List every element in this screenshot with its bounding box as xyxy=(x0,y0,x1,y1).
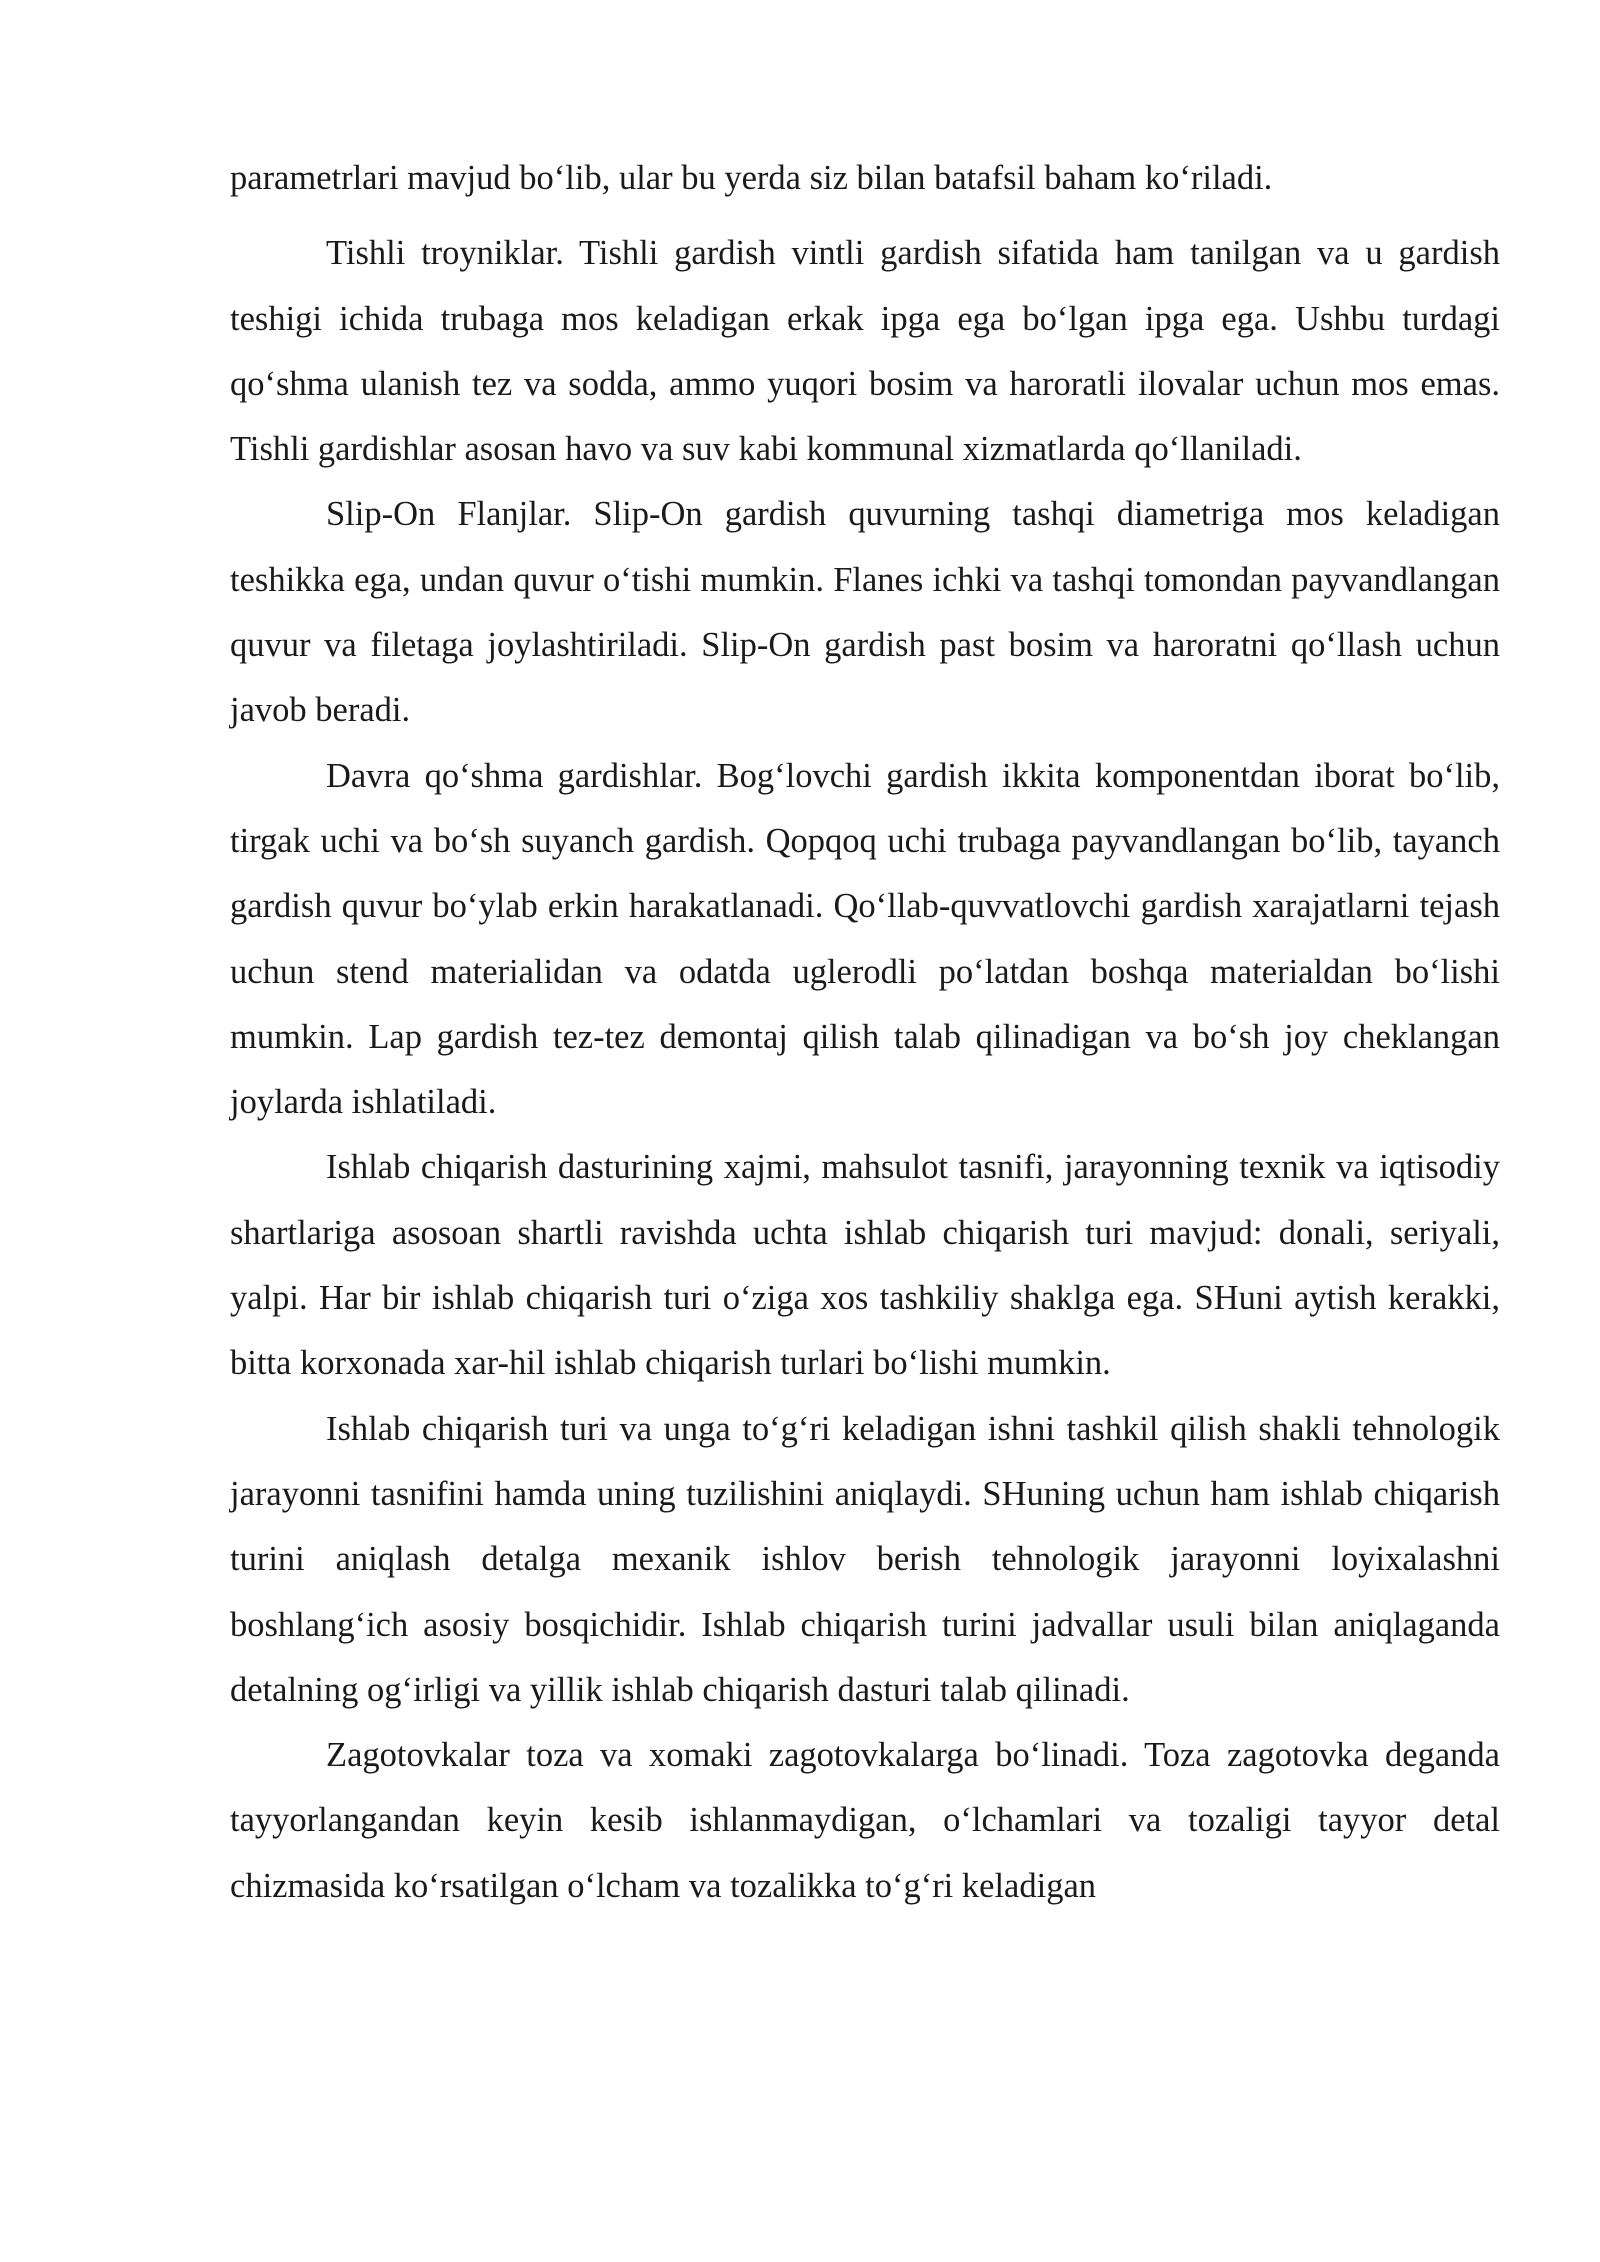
paragraph-continuation: parametrlari mavjud boʻlib, ular bu yerda siz bilan batafsil baham koʻriladi. xyxy=(230,159,1273,197)
paragraph-slip-on-flanges: Slip-On Flanjlar. Slip-On gardish quvurning tashqi diametriga mos keladigan teshikka ega, undan quvur oʻtishi mumkin. Flanes ichki va tashqi tomondan payvandlangan quvur va filetaga joylashtiriladi. Slip-On gardish past bosim va haroratni qoʻllash uchun javob beradi. xyxy=(230,495,1500,730)
paragraph-production-types: Ishlab chiqarish dasturining xajmi, mahsulot tasnifi, jarayonning texnik va iqtisodiy shartlariga asosoan shartli ravishda uchta ishlab chiqarish turi mavjud: donali, seriyali, yalpi. Har bir ishlab chiqarish turi oʻziga xos tashkiliy shaklga ega. SHuni aytish kerakki, bitta korxonada xar-hil ishlab chiqarish turlari boʻlishi mumkin. xyxy=(230,1148,1500,1383)
paragraph-lap-joint-flanges: Davra qoʻshma gardishlar. Bogʻlovchi gardish ikkita komponentdan iborat boʻlib, tirgak uchi va boʻsh suyanch gardish. Qopqoq uchi trubaga payvandlangan boʻlib, tayanch gardish quvur boʻylab erkin harakatlanadi. Qoʻllab-quvvatlovchi gardish xarajatlarni tejash uchun stend materialidan va odatda uglerodli poʻlatdan boshqa materialdan boʻlishi mumkin. Lap gardish tez-tez demontaj qilish talab qilinadigan va boʻsh joy cheklangan joylarda ishlatiladi. xyxy=(230,756,1500,1122)
paragraph-production-organization: Ishlab chiqarish turi va unga toʻgʻri keladigan ishni tashkil qilish shakli tehnologik jarayonni tasnifini hamda uning tuzilishini aniqlaydi. SHuning uchun ham ishlab chiqarish turini aniqlash detalga mexanik ishlov berish tehnologik jarayonni loyixalashni boshlangʻich asosiy bosqichidir. Ishlab chiqarish turini jadvallar usuli bilan aniqlaganda detalning ogʻirligi va yillik ishlab chiqarish dasturi talab qilinadi. xyxy=(230,1409,1500,1709)
paragraph-threaded-flanges: Tishli troyniklar. Tishli gardish vintli gardish sifatida ham tanilgan va u gardish teshigi ichida trubaga mos keladigan erkak ipga ega boʻlgan ipga ega. Ushbu turdagi qoʻshma ulanish tez va sodda, ammo yuqori bosim va haroratli ilovalar uchun mos emas. Tishli gardishlar asosan havo va suv kabi kommunal xizmatlarda qoʻllaniladi. xyxy=(230,234,1500,469)
paragraph-blanks: Zagotovkalar toza va xomaki zagotovkalarga boʻlinadi. Toza zagotovka deganda tayyorlangandan keyin kesib ishlanmaydigan, oʻlchamlari va tozaligi tayyor detal chizmasida koʻrsatilgan oʻlcham va tozalikka toʻgʻri keladigan xyxy=(230,1736,1500,1905)
document-body xyxy=(230,146,1500,1919)
